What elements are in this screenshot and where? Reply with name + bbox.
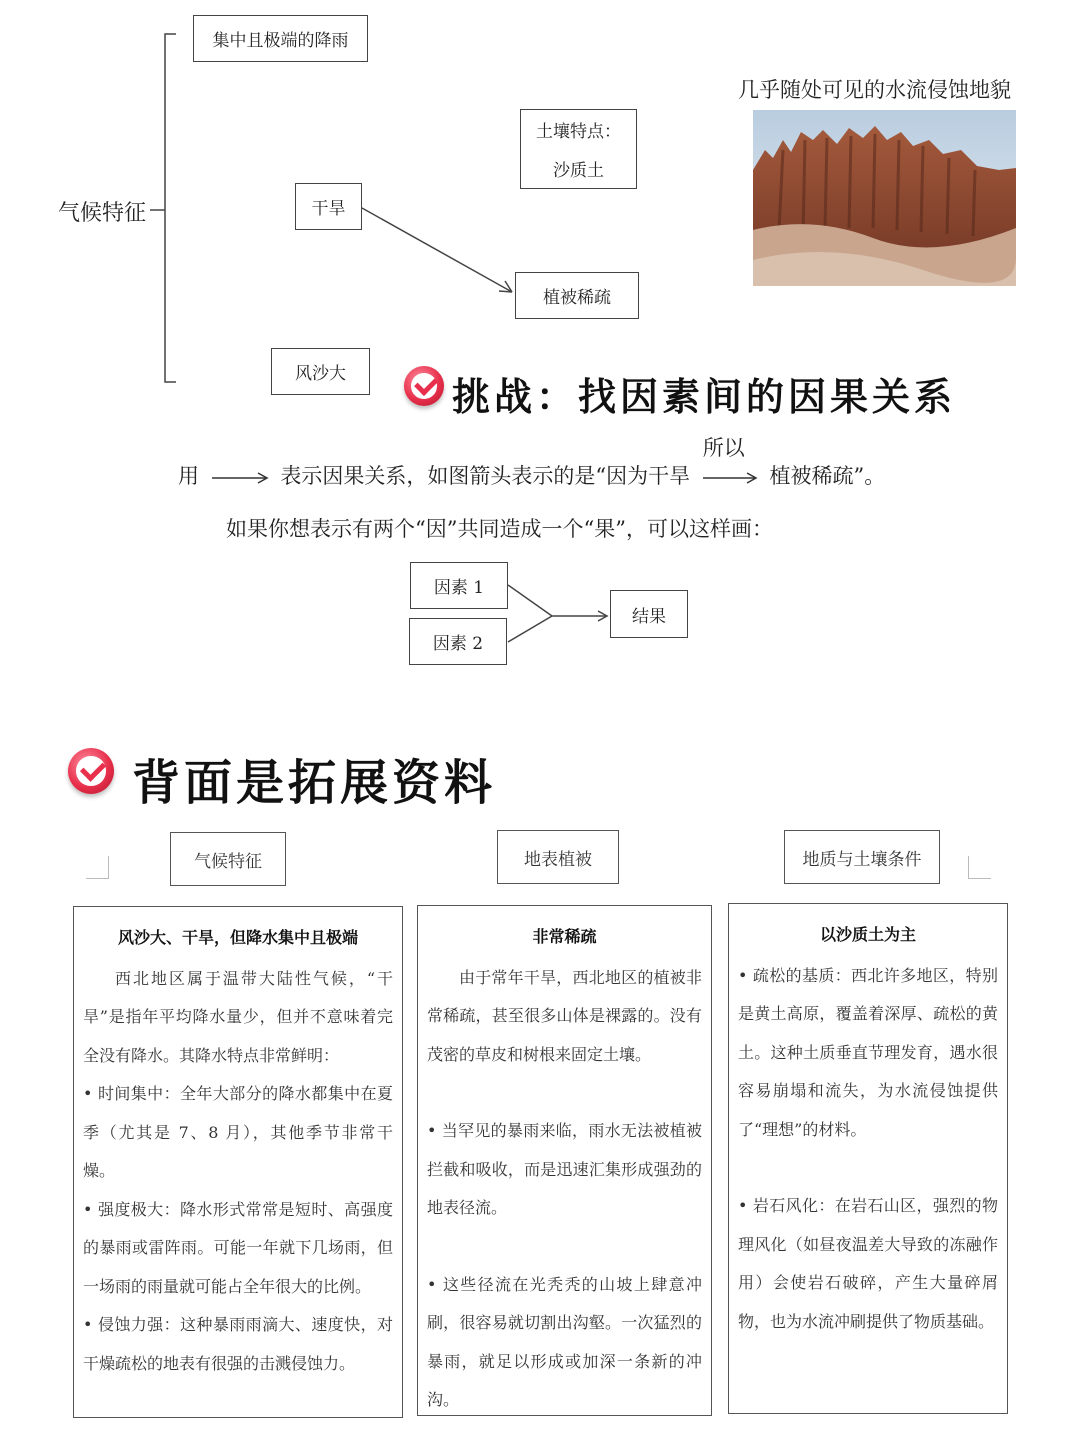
challenge-title: 挑战：找因素间的因果关系 bbox=[452, 375, 957, 419]
result-box: 结果 bbox=[610, 590, 688, 638]
photo-caption: 几乎随处可见的水流侵蚀地貌 bbox=[738, 78, 1011, 102]
climate-bullet-3: • 侵蚀力强：这种暴雨雨滴大、速度快，对干燥疏松的地表有很强的击溅侵蚀力。 bbox=[83, 1315, 393, 1373]
arrow-label-so: 所以 bbox=[702, 435, 745, 460]
explanation-prefix: 用 bbox=[178, 464, 199, 488]
factor-1-box: 因素 1 bbox=[410, 562, 508, 609]
vegetation-panel bbox=[417, 905, 712, 1416]
explanation-middle: 表示因果关系，如图箭头表示的是“因为干旱 bbox=[280, 464, 691, 488]
climate-panel-title: 风沙大、干旱，但降水集中且极端 bbox=[117, 928, 358, 947]
corner-mark-left bbox=[86, 856, 109, 879]
soil-line-2: 沙质土 bbox=[553, 161, 604, 181]
erosion-landscape-photo bbox=[753, 110, 1016, 286]
mindmap-node-vegetation: 植被稀疏 bbox=[515, 272, 639, 319]
vegetation-bullet-1: • 当罕见的暴雨来临，雨水无法被植被拦截和吸收，而是迅速汇集形成强劲的地表径流。 bbox=[427, 1121, 702, 1217]
check-badge-icon-2 bbox=[68, 748, 114, 794]
explanation-line-1 bbox=[178, 435, 886, 490]
vegetation-panel-title: 非常稀疏 bbox=[532, 927, 597, 946]
erosion-landscape-image bbox=[753, 110, 1016, 286]
soil-line-1: 土壤特点： bbox=[536, 122, 621, 142]
column-header-climate: 气候特征 bbox=[170, 832, 286, 886]
column-header-geology: 地质与土壤条件 bbox=[784, 830, 940, 884]
climate-bullet-2: • 强度极大：降水形式常常是短时、高强度的暴雨或雷阵雨。可能一年就下几场雨，但一场雨的雨量就可能占全年很大的比例。 bbox=[83, 1199, 393, 1296]
mindmap-node-drought: 干旱 bbox=[295, 183, 362, 230]
arrow-icon bbox=[210, 471, 270, 485]
mindmap-node-rainfall: 集中且极端的降雨 bbox=[193, 15, 368, 62]
column-header-vegetation: 地表植被 bbox=[497, 830, 619, 884]
geology-panel bbox=[728, 903, 1008, 1414]
arrow-so-icon bbox=[701, 471, 759, 485]
climate-intro: 西北地区属于温带大陆性气候，“干旱”是指年平均降水量少，但并不意味着完全没有降水。其降水特点非常鲜明： bbox=[83, 968, 393, 1065]
extension-title: 背面是拓展资料 bbox=[132, 755, 497, 811]
factor-diagram-lines bbox=[500, 580, 620, 660]
climate-panel bbox=[73, 906, 403, 1418]
vegetation-bullet-2: • 这些径流在光秃秃的山坡上肆意冲刷，很容易就切割出沟壑。一次猛烈的暴雨，就足以形成或加深一条新的冲沟。 bbox=[427, 1274, 702, 1409]
mindmap-node-soil bbox=[520, 109, 637, 189]
check-badge-icon bbox=[404, 366, 444, 406]
geology-bullet-2: • 岩石风化：在岩石山区，强烈的物理风化（如昼夜温差大导致的冻融作用）会使岩石破碎，产生大量碎屑物，也为水流冲刷提供了物质基础。 bbox=[738, 1196, 998, 1331]
corner-mark-right bbox=[968, 856, 991, 879]
vegetation-intro: 由于常年干旱，西北地区的植被非常稀疏，甚至很多山体是裸露的。没有茂密的草皮和树根来固定土壤。 bbox=[427, 967, 702, 1064]
climate-bullet-1: • 时间集中：全年大部分的降水都集中在夏季（尤其是 7、8 月），其他季节非常干燥。 bbox=[83, 1084, 393, 1180]
explanation-line-2: 如果你想表示有两个“因”共同造成一个“果”，可以这样画： bbox=[226, 517, 773, 541]
mindmap-root-label: 气候特征 bbox=[58, 201, 147, 226]
mindmap-node-wind: 风沙大 bbox=[271, 348, 370, 395]
geology-bullet-1: • 疏松的基质：西北许多地区，特别是黄土高原，覆盖着深厚、疏松的黄土。这种土质垂直节理发育，遇水很容易崩塌和流失，为水流侵蚀提供了“理想”的材料。 bbox=[738, 965, 998, 1139]
factor-2-box: 因素 2 bbox=[409, 618, 507, 665]
geology-panel-title: 以沙质土为主 bbox=[819, 925, 916, 944]
explanation-suffix: 植被稀疏”。 bbox=[769, 464, 886, 488]
